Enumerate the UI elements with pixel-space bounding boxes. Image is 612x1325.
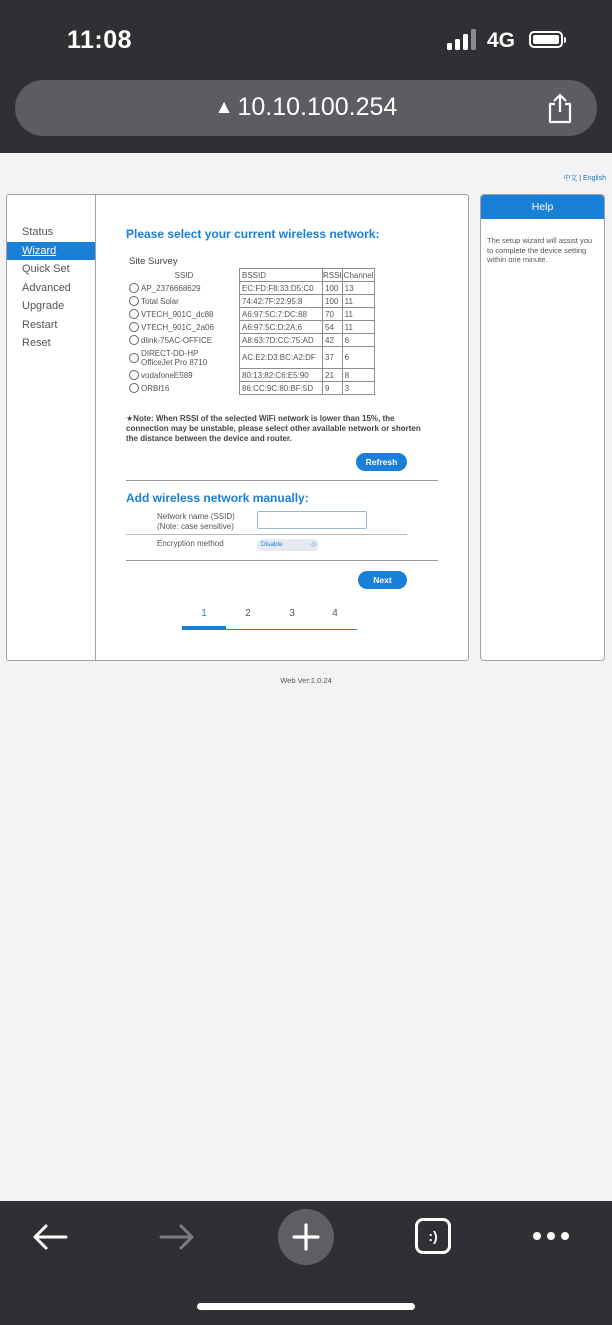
bssid-cell: A8:63:7D:CC:75:AD bbox=[240, 334, 323, 347]
lang-english-link[interactable]: English bbox=[583, 175, 606, 182]
bssid-cell: A6:97:5C:7:DC:88 bbox=[240, 308, 323, 321]
page-title: Please select your current wireless network: bbox=[126, 227, 380, 241]
web-page bbox=[0, 153, 612, 1201]
network-radio[interactable] bbox=[129, 335, 139, 345]
forward-arrow-icon[interactable] bbox=[158, 1223, 196, 1251]
next-button[interactable]: Next bbox=[358, 571, 407, 589]
channel-cell: 11 bbox=[342, 321, 375, 334]
table-row[interactable] bbox=[129, 321, 375, 334]
table-row[interactable] bbox=[129, 334, 375, 347]
warning-triangle-icon: ▲ bbox=[214, 97, 234, 118]
rssi-cell: 37 bbox=[323, 347, 343, 369]
step-3: 3 bbox=[289, 608, 295, 619]
step-1: 1 bbox=[201, 608, 207, 619]
encryption-label: Encryption method bbox=[157, 539, 224, 548]
network-name-input[interactable] bbox=[257, 511, 367, 529]
step-4: 4 bbox=[332, 608, 338, 619]
ssid-cell: ORBI16 bbox=[141, 383, 170, 393]
rssi-cell: 100 bbox=[323, 295, 343, 308]
sidebar-item-wizard[interactable]: Wizard bbox=[7, 242, 95, 261]
section-divider bbox=[126, 480, 438, 481]
network-radio[interactable] bbox=[129, 296, 139, 306]
lang-chinese-link[interactable]: 中文 bbox=[563, 175, 578, 182]
column-header-channel: Channel bbox=[343, 270, 374, 280]
section-divider bbox=[126, 560, 438, 561]
channel-cell: 13 bbox=[342, 282, 375, 295]
address-bar[interactable] bbox=[15, 80, 597, 136]
network-radio[interactable] bbox=[129, 283, 139, 293]
wizard-steps bbox=[182, 608, 357, 632]
ssid-cell: dlink-75AC-OFFICE bbox=[141, 335, 213, 345]
column-header-ssid: SSID bbox=[174, 270, 194, 280]
site-survey-label: Site Survey bbox=[129, 256, 178, 267]
ssid-cell: vodafoneE589 bbox=[141, 370, 193, 380]
status-time: 11:08 bbox=[67, 26, 133, 54]
ssid-cell: DIRECT-DD-HP OfficeJet Pro 8710 bbox=[141, 348, 208, 367]
manual-section-title: Add wireless network manually: bbox=[126, 491, 309, 505]
sidebar-item-restart[interactable]: Restart bbox=[22, 318, 58, 331]
help-title: Help bbox=[481, 195, 604, 219]
network-radio[interactable] bbox=[129, 322, 139, 332]
bssid-cell: AC:E2:D3:BC:A2:DF bbox=[240, 347, 323, 369]
channel-cell: 3 bbox=[342, 382, 375, 395]
language-switch: 中文 | English bbox=[563, 175, 606, 182]
table-row[interactable] bbox=[129, 282, 375, 295]
table-header-row bbox=[129, 269, 375, 282]
network-radio[interactable] bbox=[129, 309, 139, 319]
channel-cell: 11 bbox=[342, 295, 375, 308]
steps-progress-indicator bbox=[182, 626, 226, 630]
table-row[interactable] bbox=[129, 382, 375, 395]
rssi-cell: 42 bbox=[323, 334, 343, 347]
channel-cell: 6 bbox=[342, 347, 375, 369]
table-row[interactable] bbox=[129, 347, 375, 369]
plus-icon bbox=[292, 1223, 320, 1251]
sidebar-item-status[interactable]: Status bbox=[22, 226, 54, 238]
encryption-select[interactable] bbox=[257, 539, 319, 551]
back-arrow-icon[interactable] bbox=[31, 1223, 69, 1251]
home-indicator bbox=[197, 1303, 415, 1310]
encryption-selected-value: Disable bbox=[261, 541, 283, 548]
main-panel bbox=[6, 194, 469, 661]
ssid-cell: VTECH_901C_2a06 bbox=[141, 322, 214, 332]
new-tab-button[interactable] bbox=[278, 1209, 334, 1265]
rssi-cell: 70 bbox=[323, 308, 343, 321]
ssid-cell: VTECH_901C_dc88 bbox=[141, 309, 214, 319]
column-header-rssi: RSSI bbox=[323, 270, 342, 280]
cellular-signal-icon bbox=[447, 28, 479, 50]
web-version: Web Ver:1.0.24 bbox=[280, 676, 332, 685]
channel-cell: 8 bbox=[342, 369, 375, 382]
tabs-icon[interactable]: :) bbox=[415, 1218, 451, 1254]
channel-cell: 6 bbox=[342, 334, 375, 347]
bssid-cell: 74:42:7F:22:95:8 bbox=[240, 295, 323, 308]
channel-cell: 11 bbox=[342, 308, 375, 321]
help-panel bbox=[480, 194, 605, 661]
battery-icon bbox=[529, 31, 563, 48]
table-row[interactable] bbox=[129, 308, 375, 321]
bssid-cell: 80:13:82:C6:E5:90 bbox=[240, 369, 323, 382]
network-radio[interactable] bbox=[129, 383, 139, 393]
sidebar-item-reset[interactable]: Reset bbox=[22, 337, 51, 349]
sidebar-menu bbox=[7, 223, 95, 353]
url-text: 10.10.100.254 bbox=[237, 93, 398, 121]
ssid-cell: AP_2376668629 bbox=[141, 283, 201, 293]
browser-bottom-toolbar bbox=[0, 1201, 612, 1325]
rssi-cell: 54 bbox=[323, 321, 343, 334]
browser-top-chrome bbox=[0, 0, 612, 153]
rssi-note: ★Note: When RSSI of the selected WiFi network is lower than 15%, the connection may be unstable, please select other available network or shorten the distance between the device and router. bbox=[126, 414, 421, 443]
share-icon[interactable] bbox=[545, 92, 575, 124]
field-divider bbox=[126, 534, 407, 535]
network-radio[interactable] bbox=[129, 353, 139, 363]
wizard-content bbox=[126, 195, 456, 660]
sidebar-item-quick-set[interactable]: Quick Set bbox=[22, 263, 70, 275]
bssid-cell: A6:97:5C:D:2A:6 bbox=[240, 321, 323, 334]
bssid-cell: 86:CC:9C:80:BF:5D bbox=[240, 382, 323, 395]
select-arrow-icon: ⬦ bbox=[311, 541, 316, 548]
more-icon[interactable] bbox=[532, 1230, 570, 1242]
step-2: 2 bbox=[245, 608, 251, 619]
network-name-label: Network name (SSID) (Note: case sensitive) bbox=[157, 512, 235, 531]
refresh-button[interactable]: Refresh bbox=[356, 453, 407, 471]
sidebar-item-upgrade[interactable]: Upgrade bbox=[22, 300, 65, 312]
network-radio[interactable] bbox=[129, 370, 139, 380]
site-survey-table bbox=[129, 268, 375, 395]
network-type: 4G bbox=[487, 29, 516, 52]
help-text: The setup wizard will assist you to complete the device setting within one minute. bbox=[487, 236, 593, 264]
column-header-bssid: BSSID bbox=[240, 269, 323, 282]
rssi-cell: 100 bbox=[323, 282, 343, 295]
table-row[interactable] bbox=[129, 295, 375, 308]
sidebar bbox=[7, 195, 96, 660]
bssid-cell: EC:FD:F8:33:D5:C0 bbox=[240, 282, 323, 295]
table-row[interactable] bbox=[129, 369, 375, 382]
ssid-cell: Total Solar bbox=[141, 296, 179, 306]
rssi-cell: 9 bbox=[323, 382, 343, 395]
rssi-cell: 21 bbox=[323, 369, 343, 382]
sidebar-item-advanced[interactable]: Advanced bbox=[22, 281, 71, 294]
